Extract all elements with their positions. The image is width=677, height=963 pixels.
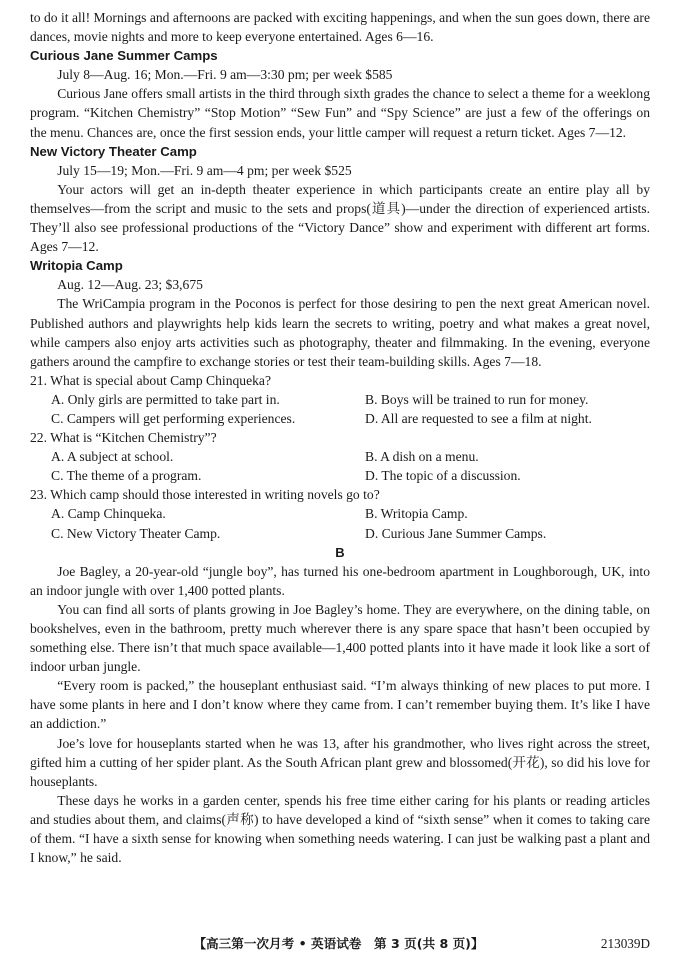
camp-title: Writopia Camp bbox=[30, 258, 123, 274]
option-a: A. Camp Chinqueka. bbox=[51, 506, 166, 522]
option-list bbox=[30, 447, 650, 485]
camp-schedule: July 8—Aug. 16; Mon.—Fri. 9 am—3:30 pm; per week $585 bbox=[57, 67, 393, 83]
passage-b bbox=[30, 562, 650, 868]
option-d: D. The topic of a discussion. bbox=[365, 468, 521, 484]
option-list bbox=[30, 504, 650, 542]
option-c: C. Campers will get performing experiences. bbox=[51, 410, 296, 426]
question-stem: 21. What is special about Camp Chinqueka? bbox=[30, 372, 271, 388]
question-stem: 23. Which camp should those interested in writing novels go to? bbox=[30, 487, 380, 503]
passage-b-paragraph: You can find all sorts of plants growing in Joe Bagley’s home. They are everywhere, on the dining table, on bookshelves, even in the bathroom, pretty much wherever there is any spare space that hasn’t been occupied by something else. There isn’t that much space available—1,400 potted plants into it have made it look like a sort of indoor urban jungle. bbox=[30, 601, 650, 675]
passage-b-paragraph: Joe Bagley, a 20-year-old “jungle boy”, has turned his one-bedroom apartment in Loughborough, UK, into an indoor jungle with over 1,400 potted plants. bbox=[30, 563, 650, 598]
option-c: C. The theme of a program. bbox=[51, 468, 202, 484]
option-d: D. All are requested to see a film at night. bbox=[365, 410, 592, 426]
passage-b-paragraph: Joe’s love for houseplants started when he was 13, after his grandmother, who lives right across the street, gifted him a cutting of her spider plant. As the South African plant grew and blossomed(开花), so did his love for houseplants. bbox=[30, 735, 650, 789]
paper-code: 213039D bbox=[600, 936, 650, 951]
footer-label: 【高三第一次月考 • 英语试卷 第 3 页(共 8 页)】 bbox=[193, 936, 484, 951]
option-b: B. Writopia Camp. bbox=[365, 506, 468, 522]
passage-a-intro-tail: to do it all! Mornings and afternoons are packed with exciting happenings, and when the sun goes down, there are dances, movie nights and more to keep everyone entertained. Ages 6—16. bbox=[30, 10, 650, 45]
camp-new-victory bbox=[30, 142, 650, 257]
option-c: C. New Victory Theater Camp. bbox=[51, 525, 221, 541]
option-a: A. Only girls are permitted to take part in. bbox=[51, 391, 280, 407]
camp-writopia bbox=[30, 256, 650, 371]
camp-description: Curious Jane offers small artists in the third through sixth grades the chance to select a theme for a weeklong program. “Kitchen Chemistry” “Stop Motion” “Sew Fun” and “Spy Science” are just a few of the offerings on the menu. Chances are, once the first session ends, your little camper will request a return ticket. Ages 7—12. bbox=[30, 86, 650, 140]
passage-b-paragraph: “Every room is packed,” the houseplant enthusiast said. “I’m always thinking of new places to put more. I have some plants in here and I don’t know where they came from. I can’t remember buying them. It’s like I have an addiction.” bbox=[30, 678, 650, 732]
option-b: B. Boys will be trained to run for money. bbox=[365, 391, 589, 407]
camp-description: The WriCampia program in the Poconos is perfect for those desiring to pen the next great American novel. Published authors and playwrights help kids learn the secrets to writing, poetry and what makes a great novel, while campers also enjoy arts activities such as photography, theater and filmmaking. In the evening, everyone gathers around the campfire to exchange stories or test their team-building skills. Ages 7—18. bbox=[30, 296, 650, 369]
option-list bbox=[30, 390, 650, 428]
section-b-heading: B bbox=[335, 544, 345, 560]
camp-title: Curious Jane Summer Camps bbox=[30, 48, 218, 64]
camp-title: New Victory Theater Camp bbox=[30, 143, 197, 159]
camp-curious-jane bbox=[30, 46, 650, 141]
question-stem: 22. What is “Kitchen Chemistry”? bbox=[30, 430, 217, 446]
question-23 bbox=[30, 485, 650, 542]
camp-description: Your actors will get an in-depth theater experience in which participants create an entire play all by themselves—from the script and music to the sets and props(道具)—under the direction of experienced artists. They’ll also see professional productions of the “Victory Dance” show and experiment with different art forms. Ages 7—12. bbox=[30, 181, 650, 255]
option-b: B. A dish on a menu. bbox=[365, 449, 479, 465]
camp-schedule: Aug. 12—Aug. 23; $3,675 bbox=[57, 277, 203, 293]
camp-schedule: July 15—19; Mon.—Fri. 9 am—4 pm; per week $525 bbox=[57, 162, 352, 178]
option-d: D. Curious Jane Summer Camps. bbox=[365, 525, 547, 541]
option-a: A. A subject at school. bbox=[51, 449, 174, 465]
question-22 bbox=[30, 428, 650, 485]
question-21 bbox=[30, 371, 650, 428]
passage-b-paragraph: These days he works in a garden center, spends his free time either caring for his plants or reading articles and studies about them, and claims(声称) to have developed a kind of “sixth sense” when it comes to taking care of them. “I have a sixth sense for knowing when something needs watering. I can just be walking past a plant and I know,” he said. bbox=[30, 792, 650, 866]
